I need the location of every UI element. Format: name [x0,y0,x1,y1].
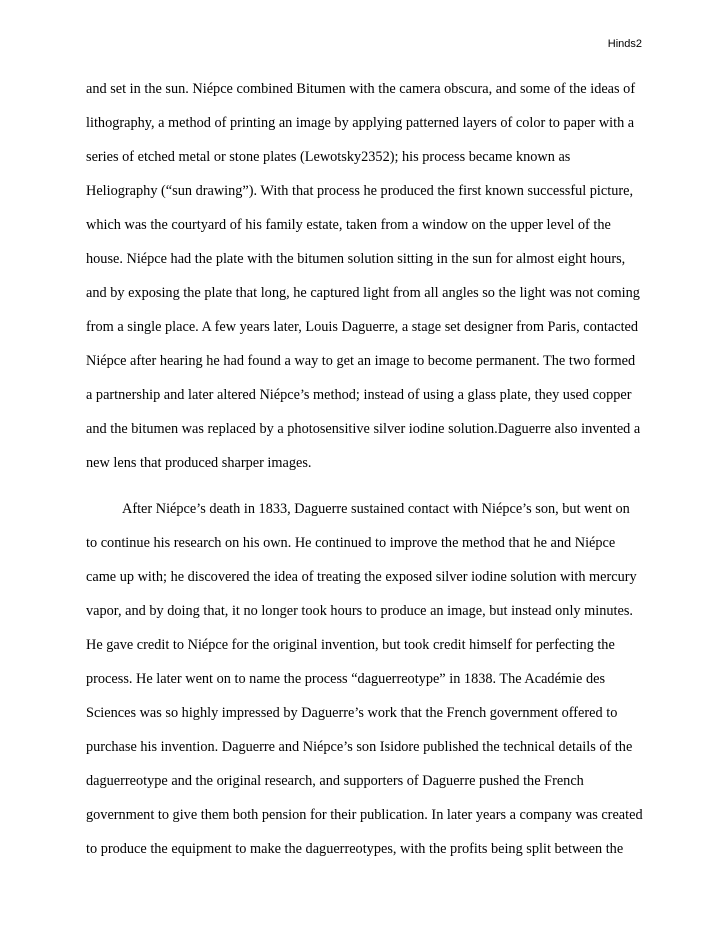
text-line: which was the courtyard of his family estate, taken from a window on the upper level of the [86,217,611,233]
text-line: series of etched metal or stone plates (Lewotsky2352); his process became known as [86,149,571,165]
paragraph-2 [86,502,656,876]
text-line: a partnership and later altered Niépce’s method; instead of using a glass plate, they used copper [86,387,632,403]
text-line: to produce the equipment to make the daguerreotypes, with the profits being split between the [86,841,624,857]
text-line: Heliography (“sun drawing”). With that process he produced the first known successful picture, [86,183,634,199]
text-line: from a single place. A few years later, Louis Daguerre, a stage set designer from Paris, contacted [86,319,639,335]
text-line: new lens that produced sharper images. [86,455,312,471]
text-line: After Niépce’s death in 1833, Daguerre sustained contact with Niépce’s son, but went on [122,501,630,517]
text-line: Sciences was so highly impressed by Daguerre’s work that the French government offered to [86,705,618,721]
text-line: vapor, and by doing that, it no longer took hours to produce an image, but instead only minutes. [86,603,633,619]
text-line: government to give them both pension for their publication. In later years a company was created [86,807,643,823]
text-line: daguerreotype and the original research, and supporters of Daguerre pushed the French [86,773,584,789]
text-line: He gave credit to Niépce for the original invention, but took credit himself for perfecting the [86,637,615,653]
text-line: house. Niépce had the plate with the bitumen solution sitting in the sun for almost eight hours, [86,251,626,267]
text-line: to continue his research on his own. He continued to improve the method that he and Niépce [86,535,616,551]
running-head: Hinds2 [607,38,642,50]
text-line: came up with; he discovered the idea of treating the exposed silver iodine solution with mercury [86,569,637,585]
text-line: lithography, a method of printing an image by applying patterned layers of color to paper with a [86,115,635,131]
text-line: purchase his invention. Daguerre and Niépce’s son Isidore published the technical details of the [86,739,633,755]
text-line: Niépce after hearing he had found a way to get an image to become permanent. The two formed [86,353,636,369]
text-line: process. He later went on to name the process “daguerreotype” in 1838. The Académie des [86,671,606,687]
text-line: and set in the sun. Niépce combined Bitumen with the camera obscura, and some of the ideas of [86,81,636,97]
text-line: and by exposing the plate that long, he captured light from all angles so the light was not coming [86,285,640,301]
paragraph-1 [86,82,656,490]
body-text [86,82,656,876]
text-line: and the bitumen was replaced by a photosensitive silver iodine solution.Daguerre also invented a [86,421,641,437]
